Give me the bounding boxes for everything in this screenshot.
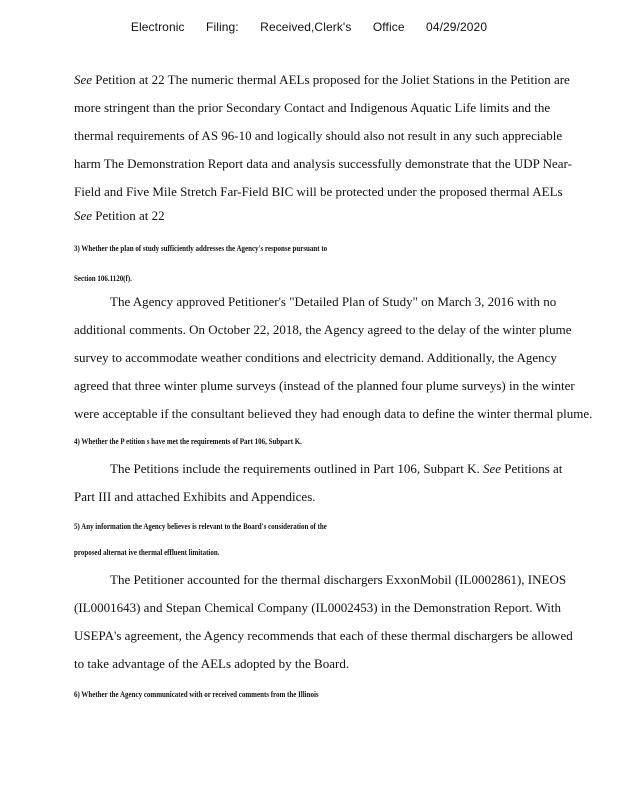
see-citation: See: [74, 72, 93, 87]
text-line: agreed that three winter plume surveys (instead of the planned four plume surveys) in the winter: [74, 378, 575, 393]
text-line: were acceptable if the consultant believed they had enough data to define the winter thermal plume.: [74, 406, 593, 421]
text-line: more stringent than the prior Secondary Contact and Indigenous Aquatic Life limits and the: [74, 100, 551, 115]
header-electronic: Electronic: [130, 20, 185, 34]
text-line: [74, 455, 579, 483]
item-line: 6) Whether the Agency communicated with or received comments from the Illinois: [74, 689, 319, 699]
see-citation: See: [74, 208, 93, 223]
text-line: harm The Demonstration Report data and analysis successfully demonstrate that the UDP Near-: [74, 156, 572, 171]
paragraph-plan-of-study: [74, 288, 593, 428]
item-line: Section 106.1120(f).: [74, 273, 132, 283]
text-line: Field and Five Mile Stretch Far-Field BIC will be protected under the proposed thermal AELs: [74, 184, 563, 199]
paragraph-petitions: [74, 455, 579, 511]
line-text: The Petitions include the requirements outlined in Part 106, Subpart K.: [110, 461, 480, 476]
paragraph-thermal-aels: [74, 66, 579, 226]
item-line: 4) Whether the P etition s have met the requirements of Part 106, Subpart K.: [74, 436, 302, 446]
item-5-heading: [74, 521, 488, 557]
header-office: Office: [372, 20, 405, 34]
line-text: Petitions at: [504, 461, 563, 476]
text-line: The Agency approved Petitioner's "Detailed Plan of Study" on March 3, 2016 with no: [110, 294, 557, 309]
see-citation: See: [482, 461, 502, 476]
text-line: [74, 66, 579, 94]
text-line: USEPA's agreement, the Agency recommends that each of these thermal dischargers be allowed: [74, 628, 573, 643]
text-line: [74, 206, 579, 226]
line-text: Petition at 22: [95, 208, 165, 223]
text-line: Part III and attached Exhibits and Appendices.: [74, 489, 316, 504]
header-received: Received,Clerk's: [260, 20, 352, 34]
item-line: 3) Whether the plan of study sufficiently addresses the Agency's response pursuant to: [74, 243, 328, 253]
item-line: proposed alternat ive thermal effluent limitation.: [74, 547, 220, 557]
item-4-heading: [74, 436, 488, 446]
text-line: (IL0001643) and Stepan Chemical Company (IL0002453) in the Demonstration Report. With: [74, 600, 562, 615]
text-line: The Petitioner accounted for the thermal dischargers ExxonMobil (IL0002861), INEOS: [110, 572, 567, 587]
text-line: thermal requirements of AS 96-10 and logically should also not result in any such appreciable: [74, 128, 563, 143]
item-6-heading: [74, 689, 488, 699]
text-line: survey to accommodate weather conditions and electricity demand. Additionally, the Agency: [74, 350, 557, 365]
page-header: [0, 20, 618, 34]
paragraph-dischargers: [74, 566, 579, 678]
item-3-heading: [74, 243, 488, 283]
text-line: additional comments. On October 22, 2018, the Agency agreed to the delay of the winter plume: [74, 322, 572, 337]
item-line: 5) Any information the Agency believes is relevant to the Board's consideration of the: [74, 521, 327, 531]
text-line: to take advantage of the AELs adopted by the Board.: [74, 656, 350, 671]
header-filing: Filing:: [206, 20, 239, 34]
line-text: Petition at 22 The numeric thermal AELs proposed for the Joliet Stations in the Petition are: [95, 72, 570, 87]
header-date: 04/29/2020: [426, 20, 488, 34]
